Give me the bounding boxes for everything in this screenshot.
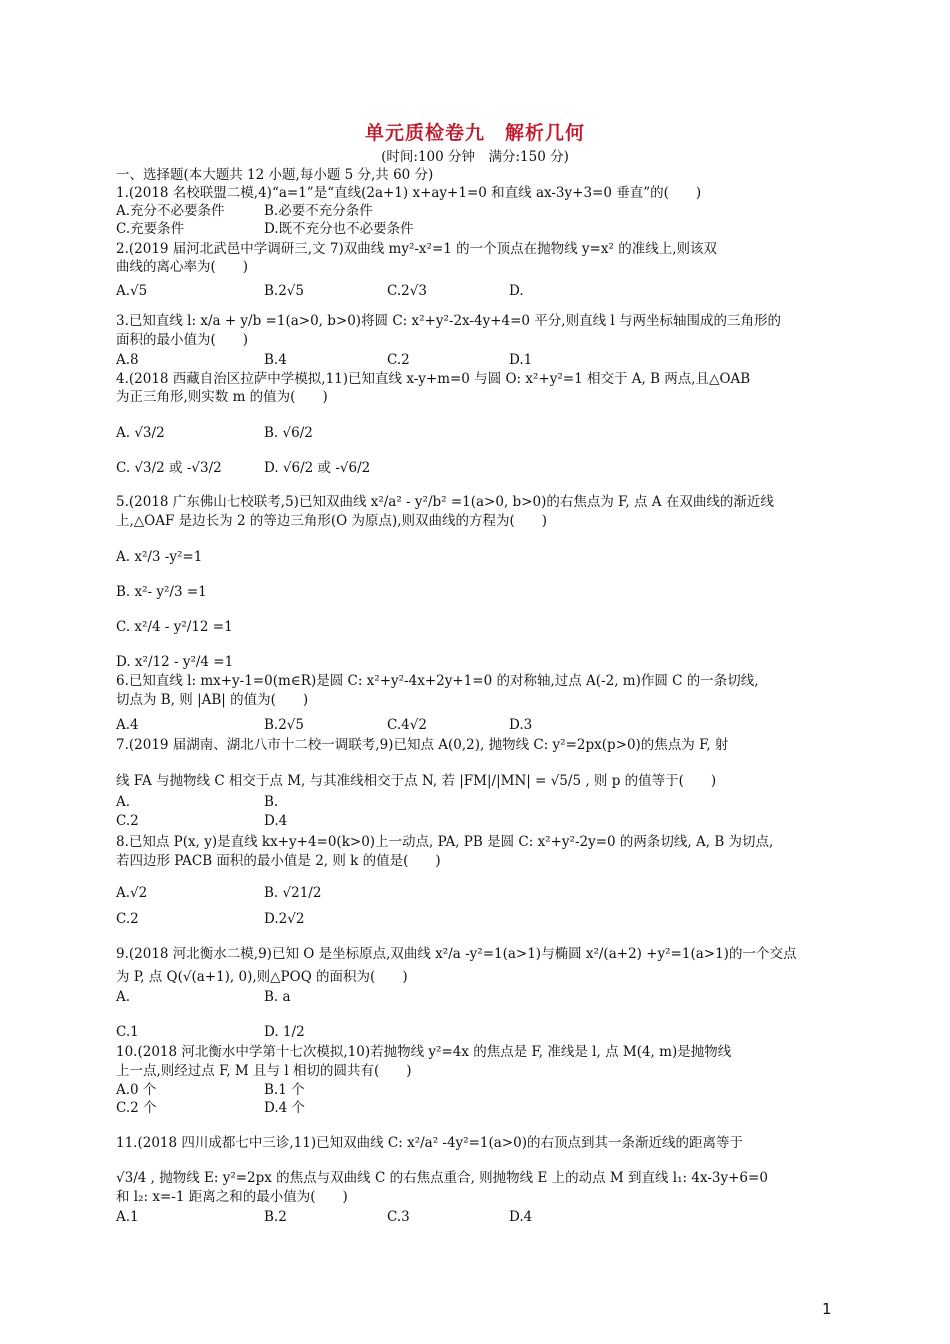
question-2-option-c: C.2√3 (387, 283, 427, 299)
question-10-line-2: 上一点,则经过点 F, M 且与 l 相切的圆共有( ) (116, 1063, 412, 1079)
question-9-option-d: D. 1/2 (264, 1024, 305, 1040)
question-2-line-1: 2.(2019 届河北武邑中学调研三,文 7)双曲线 my²-x²=1 的一个顶点在抛物线 y=x² 的准线上,则该双 (116, 241, 717, 257)
question-4-option-d: D. √6/2 或 -√6/2 (264, 460, 371, 476)
question-10-option-c: C.2 个 (116, 1100, 157, 1116)
question-7-line-1: 7.(2019 届湖南、湖北八市十二校一调联考,9)已知点 A(0,2), 抛物线 C: y²=2px(p>0)的焦点为 F, 射 (116, 737, 729, 753)
question-3-option-c: C.2 (387, 352, 410, 368)
question-3-option-a: A.8 (116, 352, 139, 368)
question-3-line-1: 3.已知直线 l: x/a + y/b =1(a>0, b>0)将圆 C: x²+y²-2x-4y+4=0 平分,则直线 l 与两坐标轴围成的三角形的 (116, 313, 781, 329)
question-2-option-a: A.√5 (116, 283, 148, 299)
question-7-option-d: D.4 (264, 813, 288, 829)
question-11-option-d: D.4 (509, 1209, 533, 1225)
question-4-option-a: A. √3/2 (116, 425, 165, 441)
question-9-option-c: C.1 (116, 1024, 139, 1040)
page-title: 单元质检卷九 解析几何 (364, 122, 585, 144)
question-8-option-d: D.2√2 (264, 911, 305, 927)
question-1-line-1: 1.(2018 名校联盟二模,4)“a=1”是“直线(2a+1) x+ay+1=0 和直线 ax-3y+3=0 垂直”的( ) (116, 185, 702, 201)
question-8-option-b: B. √21/2 (264, 885, 322, 901)
question-8-line-1: 8.已知点 P(x, y)是直线 kx+y+4=0(k>0)上一动点, PA, PB 是圆 C: x²+y²-2y=0 的两条切线, A, B 为切点, (116, 834, 774, 850)
question-10-option-d: D.4 个 (264, 1100, 306, 1116)
question-8-option-a: A.√2 (116, 885, 148, 901)
question-1-option-b: B.必要不充分条件 (264, 203, 373, 219)
question-4-option-b: B. √6/2 (264, 425, 313, 441)
question-3-option-d: D.1 (509, 352, 533, 368)
section-heading: 一、选择题(本大题共 12 小题,每小题 5 分,共 60 分) (116, 167, 434, 183)
question-1-option-a: A.充分不必要条件 (116, 203, 225, 219)
page-number: 1 (822, 1300, 832, 1318)
question-11-option-c: C.3 (387, 1209, 410, 1225)
question-5-option-b: B. x²- y²/3 =1 (116, 584, 207, 600)
question-6-line-1: 6.已知直线 l: mx+y-1=0(m∈R)是圆 C: x²+y²-4x+2y+1=0 的对称轴,过点 A(-2, m)作圆 C 的一条切线, (116, 673, 759, 689)
question-2-option-d: D. (509, 283, 524, 299)
question-11-option-b: B.2 (264, 1209, 287, 1225)
question-2-option-b: B.2√5 (264, 283, 304, 299)
question-7-option-b: B. (264, 794, 279, 810)
question-9-option-b: B. a (264, 989, 291, 1005)
question-5-line-1: 5.(2018 广东佛山七校联考,5)已知双曲线 x²/a² - y²/b² =1(a>0, b>0)的右焦点为 F, 点 A 在双曲线的渐近线 (116, 494, 774, 510)
question-5-option-a: A. x²/3 -y²=1 (116, 549, 203, 565)
question-1-option-d: D.既不充分也不必要条件 (264, 221, 414, 237)
question-6-line-2: 切点为 B, 则 |AB| 的值为( ) (116, 692, 309, 708)
question-2-line-2: 曲线的离心率为( ) (116, 259, 249, 275)
question-11-line-2: √3/4 , 抛物线 E: y²=2px 的焦点与双曲线 C 的右焦点重合, 则抛物线 E 上的动点 M 到直线 l₁: 4x-3y+6=0 (116, 1170, 768, 1186)
question-6-option-b: B.2√5 (264, 717, 304, 733)
question-11-option-a: A.1 (116, 1209, 139, 1225)
question-7-option-a: A. (116, 794, 131, 810)
question-9-line-2: 为 P, 点 Q(√(a+1), 0),则△POQ 的面积为( ) (116, 969, 408, 985)
question-1-option-c: C.充要条件 (116, 221, 185, 237)
question-5-option-c: C. x²/4 - y²/12 =1 (116, 619, 233, 635)
question-5-option-d: D. x²/12 - y²/4 =1 (116, 654, 234, 670)
page-subtitle: (时间:100 分钟 满分:150 分) (381, 149, 569, 165)
question-6-option-a: A.4 (116, 717, 139, 733)
question-4-line-1: 4.(2018 西藏自治区拉萨中学模拟,11)已知直线 x-y+m=0 与圆 O: x²+y²=1 相交于 A, B 两点,且△OAB (116, 371, 751, 387)
question-11-line-1: 11.(2018 四川成都七中三诊,11)已知双曲线 C: x²/a² -4y²=1(a>0)的右顶点到其一条渐近线的距离等于 (116, 1135, 743, 1151)
question-10-line-1: 10.(2018 河北衡水中学第十七次模拟,10)若抛物线 y²=4x 的焦点是 F, 准线是 l, 点 M(4, m)是抛物线 (116, 1044, 732, 1060)
question-10-option-a: A.0 个 (116, 1082, 157, 1098)
question-4-line-2: 为正三角形,则实数 m 的值为( ) (116, 389, 328, 405)
question-6-option-c: C.4√2 (387, 717, 427, 733)
question-7-line-2: 线 FA 与抛物线 C 相交于点 M, 与其准线相交于点 N, 若 |FM|/|MN| = √5/5 , 则 p 的值等于( ) (116, 773, 717, 789)
question-5-line-2: 上,△OAF 是边长为 2 的等边三角形(O 为原点),则双曲线的方程为( ) (116, 513, 548, 529)
question-9-option-a: A. (116, 989, 131, 1005)
question-4-option-c: C. √3/2 或 -√3/2 (116, 460, 222, 476)
question-9-line-1: 9.(2018 河北衡水二模,9)已知 O 是坐标原点,双曲线 x²/a -y²=1(a>1)与椭圆 x²/(a+2) +y²=1(a>1)的一个交点 (116, 946, 797, 962)
question-3-option-b: B.4 (264, 352, 287, 368)
question-11-line-3: 和 l₂: x=-1 距离之和的最小值为( ) (116, 1189, 348, 1205)
question-8-option-c: C.2 (116, 911, 139, 927)
question-6-option-d: D.3 (509, 717, 533, 733)
question-7-option-c: C.2 (116, 813, 139, 829)
question-3-line-2: 面积的最小值为( ) (116, 332, 249, 348)
question-10-option-b: B.1 个 (264, 1082, 305, 1098)
question-8-line-2: 若四边形 PACB 面积的最小值是 2, 则 k 的值是( ) (116, 853, 441, 869)
